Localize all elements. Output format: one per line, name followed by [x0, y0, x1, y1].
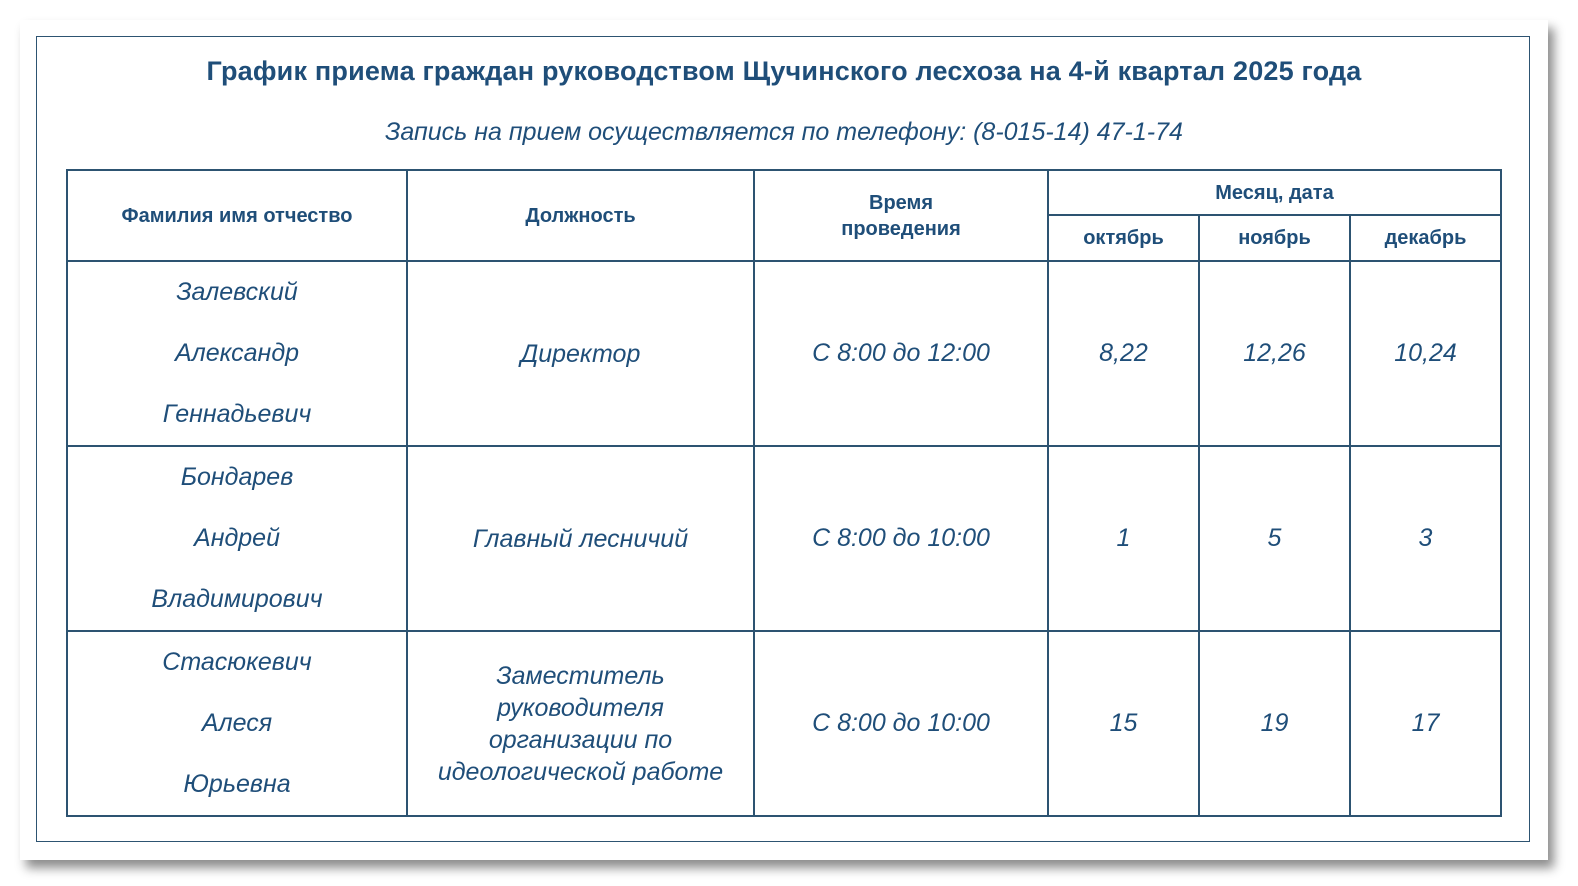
cell-name [67, 261, 407, 446]
header-name: Фамилия имя отчество [67, 170, 407, 261]
header-time-line2: проведения [841, 217, 961, 240]
cell-date-december: 10,24 [1350, 261, 1501, 446]
position-text: Главный лесничий [472, 524, 689, 553]
position-text: Заместитель руководителя организации по идеологической работе [437, 661, 724, 786]
cell-date-november: 5 [1199, 446, 1350, 631]
cell-name [67, 446, 407, 631]
cell-date-december: 17 [1350, 631, 1501, 816]
header-position: Должность [407, 170, 754, 261]
document-sheet [20, 20, 1548, 860]
header-month-november: ноябрь [1199, 215, 1350, 261]
table-row [67, 261, 1501, 446]
cell-position [407, 261, 754, 446]
cell-date-october: 1 [1048, 446, 1199, 631]
cell-date-october: 8,22 [1048, 261, 1199, 446]
cell-date-october: 15 [1048, 631, 1199, 816]
table-row [67, 631, 1501, 816]
surname: Бондарев [180, 463, 294, 491]
header-time [754, 170, 1048, 261]
cell-time: С 8:00 до 10:00 [754, 446, 1048, 631]
surname: Стасюкевич [162, 648, 312, 676]
header-month-date: Месяц, дата [1048, 170, 1501, 215]
page-title: График приема граждан руководством Щучинского лесхоза на 4-й квартал 2025 года [206, 56, 1362, 86]
first-name: Андрей [194, 524, 280, 552]
position-text: Директор [520, 339, 641, 368]
cell-date-december: 3 [1350, 446, 1501, 631]
cell-date-november: 19 [1199, 631, 1350, 816]
table-row [67, 446, 1501, 631]
schedule-table [66, 169, 1502, 817]
header-row [67, 170, 1501, 215]
first-name: Александр [174, 339, 300, 367]
header-month-december: декабрь [1350, 215, 1501, 261]
header-month-october: октябрь [1048, 215, 1199, 261]
cell-date-november: 12,26 [1199, 261, 1350, 446]
surname: Залевский [176, 278, 298, 306]
cell-position [407, 631, 754, 816]
cell-time: С 8:00 до 12:00 [754, 261, 1048, 446]
cell-time: С 8:00 до 10:00 [754, 631, 1048, 816]
cell-position [407, 446, 754, 631]
patronymic: Геннадьевич [162, 400, 312, 428]
first-name: Алеся [201, 709, 273, 737]
patronymic: Владимирович [151, 585, 323, 613]
cell-name [67, 631, 407, 816]
header-time-line1: Время [869, 191, 933, 214]
patronymic: Юрьевна [183, 770, 291, 798]
page-subtitle: Запись на прием осуществляется по телефону: (8-015-14) 47-1-74 [385, 118, 1183, 146]
